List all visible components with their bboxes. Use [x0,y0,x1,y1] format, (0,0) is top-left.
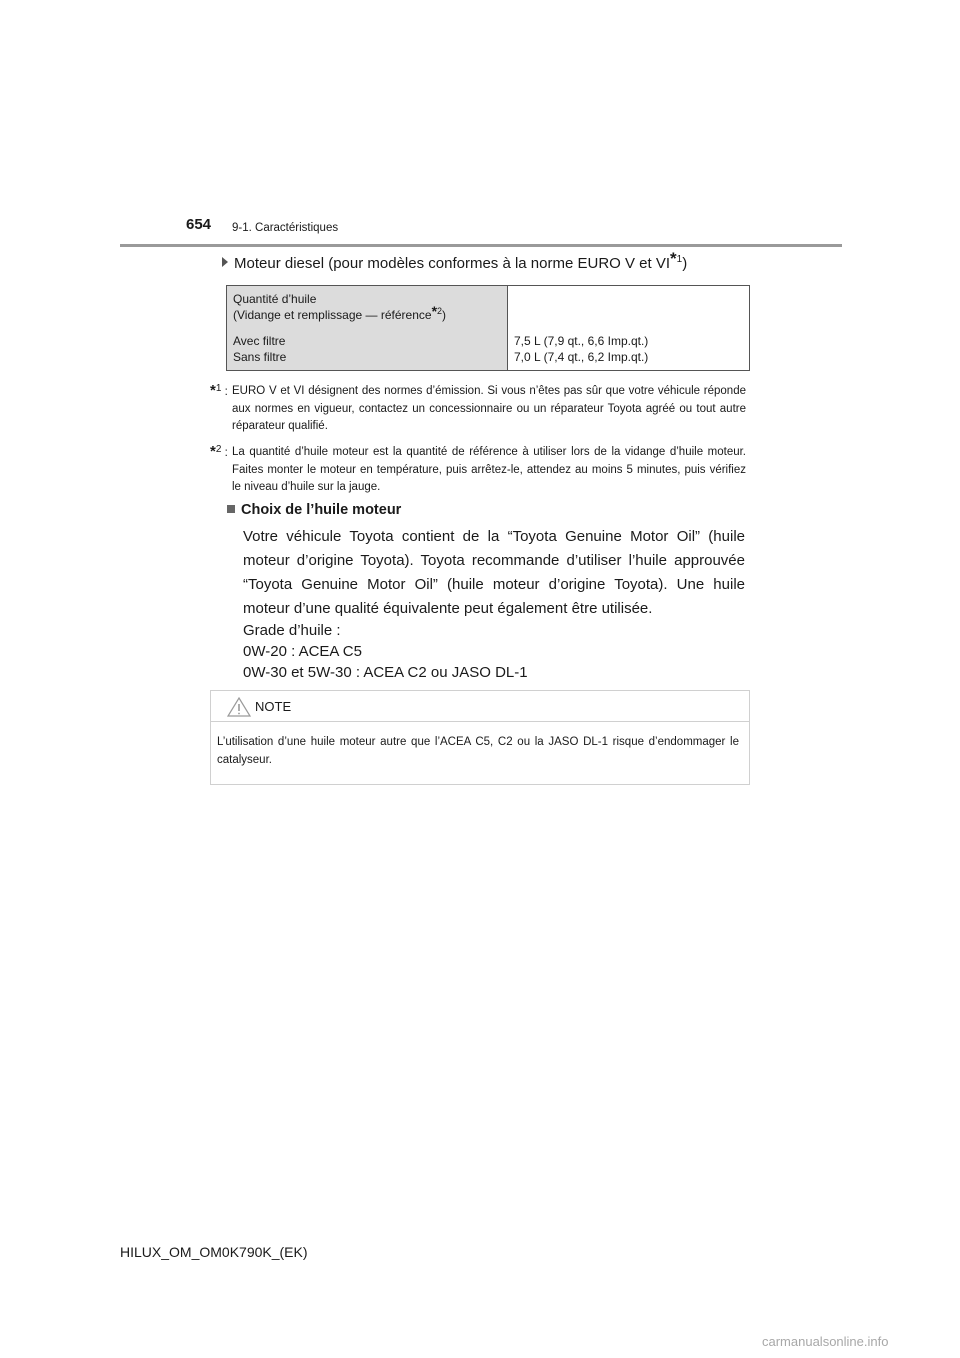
choix-paragraph: Votre véhicule Toyota contient de la “Toyota Genuine Motor Oil” (huile moteur d’origine Toyota). Toyota recommande d’utiliser l’huile approuvée “Toyota Genuine Motor Oil” (huile moteur d’origine Toyota). Une huile moteur d’une qualité équivalente peut également être utilisée. [243,528,745,617]
note-title: NOTE [255,699,292,714]
header-rule [120,244,842,247]
triangle-bullet-icon [222,257,228,267]
table-row [227,286,750,371]
note-box [210,690,750,785]
choix-heading-text: Choix de l’huile moteur [241,502,402,518]
footer-code: HILUX_OM_OM0K790K_(EK) [120,1244,308,1260]
note-text: L’utilisation d’une huile moteur autre que l’ACEA C5, C2 ou la JASO DL-1 risque d’endommager le catalyseur. [217,736,739,766]
page-number: 654 [186,216,212,233]
square-bullet-icon [227,505,235,513]
row1-star: * [431,303,438,319]
footnote-2-text: La quantité d’huile moteur est la quantité de référence à utiliser lors de la vidange d’huile moteur. Faites monter le moteur en température, puis arrêtez-le, attendez au moins 5 minutes, puis vérifiez le niveau d’huile sur la jauge. [232,446,746,493]
subheading-close: ) [682,255,688,272]
footnote-1-marker: *1 : [210,382,228,399]
subheading-star: * [670,249,677,268]
choix-heading [227,502,401,518]
engine-subheading [222,249,688,272]
table-cell-label [227,286,508,371]
footnote-1 [210,383,746,436]
row1-label-line1: Quantité d’huile [233,292,317,306]
row2-value-line2: 7,0 L (7,4 qt., 6,2 Imp.qt.) [514,350,649,364]
footnote-2-marker: *2 : [210,443,228,460]
row1-ref: 2 [437,306,443,316]
row2-value-line1: 7,5 L (7,9 qt., 6,6 Imp.qt.) [514,334,649,348]
watermark: carmanualsonline.info [762,1334,889,1349]
section-title: 9-1. Caractéristiques [232,222,339,234]
footnote-2 [210,444,746,497]
grade-line-1: 0W-20 : ACEA C5 [243,643,362,660]
grade-line-2: 0W-30 et 5W-30 : ACEA C2 ou JASO DL-1 [243,664,528,681]
table-cell-value [508,286,750,371]
footnote-1-text: EURO V et VI désignent des normes d’émission. Si vous n’êtes pas sûr que votre véhicule réponde aux normes en vigueur, contactez un concessionnaire ou un réparateur Toyota agréé ou tout autre réparateur qualifié. [232,385,746,432]
warning-triangle-icon [227,697,251,717]
row2-label-line1: Avec filtre [233,334,286,348]
note-header [211,691,749,722]
grade-label: Grade d’huile : [243,622,341,639]
oil-capacity-table [226,285,750,371]
row1-close: ) [442,308,447,322]
row1-label-line2: (Vidange et remplissage — référence*$^2$) [233,303,447,322]
subheading-text: Moteur diesel (pour modèles conformes à la norme EURO V et VI [234,255,671,272]
subheading-ref: 1 [676,254,683,265]
row2-label-line2: Sans filtre [233,350,287,364]
